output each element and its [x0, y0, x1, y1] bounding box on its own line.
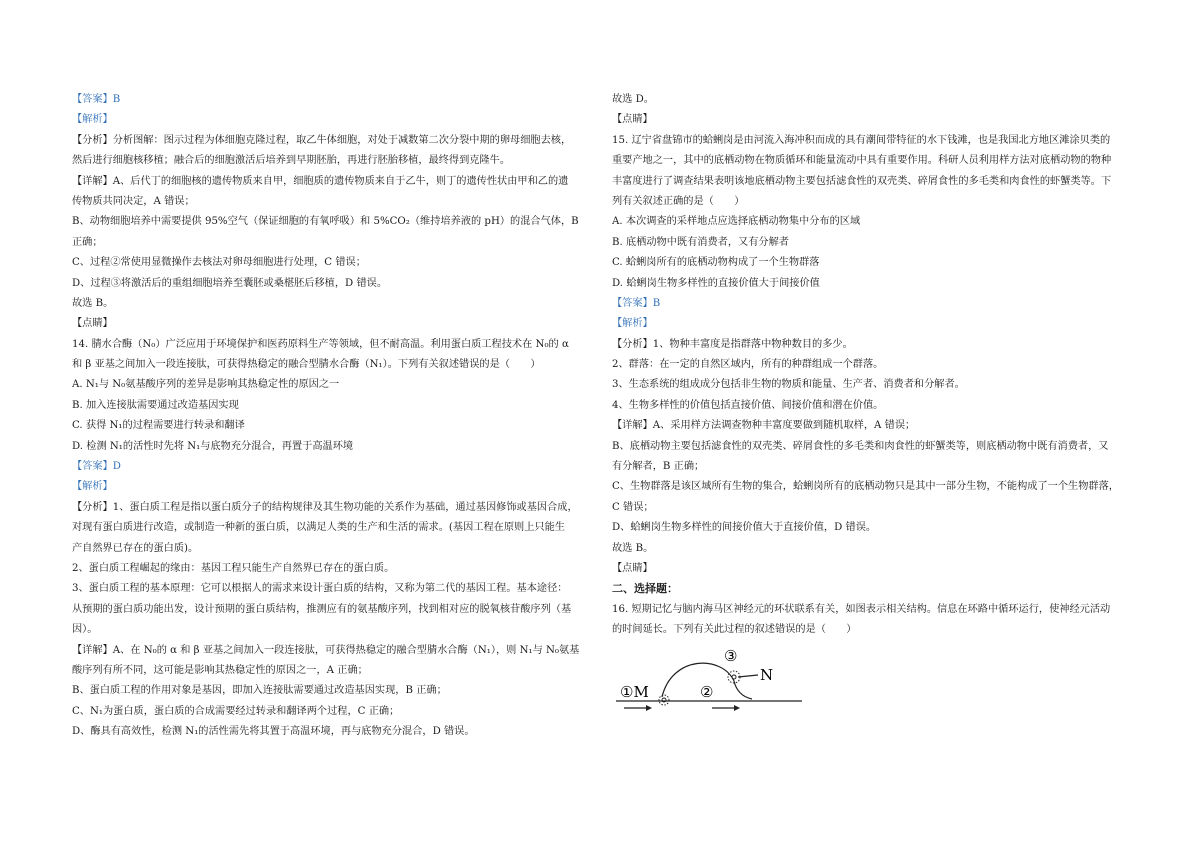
arc-branch — [734, 681, 752, 699]
arc-neuron — [662, 663, 734, 697]
text-line: 【点睛】 — [612, 562, 653, 574]
text-line: 重要产地之一，其中的底栖动物在物质循环和能量流动中具有重要作用。科研人员利用样方法对底栖动物的物种 — [612, 155, 1112, 167]
text-line: 【详解】A、后代丁的细胞核的遗传物质来自甲，细胞质的遗传物质来自于乙牛，则丁的遗传性状由甲和乙的遗 — [72, 175, 569, 187]
text-line: B. 加入连接肽需要通过改造基因实现 — [72, 399, 239, 411]
text-line: 故选 D。 — [612, 94, 654, 105]
text-line: B、动物细胞培养中需要提供 95%空气（保证细胞的有氧呼吸）和 5%CO₂（维持培养液的 pH）的混合气体，B — [72, 216, 579, 228]
text-line: 的时间延长。下列有关此过程的叙述错误的是（ ） — [612, 624, 857, 636]
label-1M: ①M — [620, 682, 649, 701]
answer-label: 【答案】B — [612, 297, 661, 309]
arrow-left-head — [646, 705, 652, 711]
text-line: 对现有蛋白质进行改造，或制造一种新的蛋白质，以满足人类的生产和生活的需求。(基因工程在原则上只能生 — [72, 522, 565, 534]
answer-label: 【解析】 — [72, 481, 113, 493]
text-line: 列有关叙述正确的是（ ） — [612, 195, 745, 207]
text-line: D、蛤蜊岗生物多样性的间接价值大于直接价值，D 错误。 — [612, 522, 877, 534]
text-line: B、底栖动物主要包括滤食性的双壳类、碎屑食性的多毛类和肉食性的虾蟹类等，则底栖动物中既有消费者，又 — [612, 440, 1109, 452]
answer-label: 【答案】B — [72, 94, 121, 105]
text-line: 因）。 — [72, 624, 98, 636]
arrow-right-head — [734, 705, 740, 711]
neural-circuit-diagram — [612, 645, 812, 725]
label-3: ③ — [724, 646, 738, 665]
text-line: B. 底栖动物中既有消费者，又有分解者 — [612, 236, 789, 248]
text-line: C、生物群落是该区域所有生物的集合，蛤蜊岗所有的底栖动物只是其中一部分生物，不能构成了一个生物群落， — [612, 481, 1119, 493]
text-line: 4、生物多样性的价值包括直接价值、间接价值和潜在价值。 — [612, 399, 884, 411]
text-line: 【详解】A、在 N₀的 α 和 β 亚基之间加入一段连接肽，可获得热稳定的融合型腈水合酶（N₁），则 N₁与 N₀氨基 — [72, 644, 580, 656]
text-line: 【分析】1、物种丰富度是指群落中物种数目的多少。 — [612, 338, 853, 350]
text-line: 15. 辽宁省盘锦市的蛤蜊岗是由河流入海冲积而成的具有潮间带特征的水下钱滩，也是我国北方地区滩涂贝类的 — [612, 134, 1111, 146]
text-line: C 错误； — [612, 501, 654, 513]
text-line: 14. 腈水合酶（N₀）广泛应用于环境保护和医药原料生产等领域，但不耐高温。利用蛋白质工程技术在 N₀的 α — [72, 338, 569, 350]
text-line: D、酶具有高效性，检测 N₁的活性需先将其置于高温环境，再与底物充分混合，D 错误。 — [72, 726, 475, 738]
text-line: 传物质共同决定，A 错误； — [72, 195, 195, 207]
text-line: 2、蛋白质工程崛起的缘由：基因工程只能生产自然界已存在的蛋白质。 — [72, 562, 395, 574]
text-line: 有分解者，B 正确； — [612, 461, 705, 473]
text-line: 产自然界已存在的蛋白质)。 — [72, 542, 199, 554]
text-line: 从预期的蛋白质功能出发，设计预期的蛋白质结构，推测应有的氨基酸序列，找到相对应的脱氧核苷酸序列（基 — [72, 603, 572, 615]
text-line: 和 β 亚基之间加入一段连接肽，可获得热稳定的融合型腈水合酶（N₁）。下列有关叙述错误的是（ ） — [72, 359, 541, 371]
text-line: 【详解】A、采用样方法调查物种丰富度要做到随机取样，A 错误； — [612, 420, 916, 432]
text-line: 3、蛋白质工程的基本原理：它可以根据人的需求来设计蛋白质的结构，又称为第二代的基因工程。基本途径： — [72, 583, 568, 595]
left-column — [72, 90, 592, 743]
text-line: 【点睛】 — [612, 114, 653, 126]
right-column — [612, 90, 1134, 725]
section-heading: 二、选择题： — [612, 582, 678, 596]
text-line: 故选 B。 — [72, 297, 114, 309]
text-line: 然后进行细胞核移植；融合后的细胞激活后培养到早期胚胎，再进行胚胎移植，最终得到克隆牛。 — [72, 155, 511, 167]
text-line: C、N₁为蛋白质，蛋白质的合成需要经过转录和翻译两个过程，C 正确； — [72, 705, 400, 717]
neural-circuit-figure — [612, 645, 1134, 725]
text-line: D. 蛤蜊岗生物多样性的直接价值大于间接价值 — [612, 277, 820, 289]
label-N: N — [760, 665, 774, 684]
synapse-left — [659, 695, 669, 705]
n-line — [738, 675, 758, 677]
text-line: 正确； — [72, 236, 103, 248]
text-line: D、过程③将激活后的重组细胞培养至囊胚或桑椹胚后移植，D 错误。 — [72, 277, 388, 289]
text-line: B、蛋白质工程的作用对象是基因，即加入连接肽需要通过改造基因实现，B 正确； — [72, 685, 447, 697]
text-line: 3、生态系统的组成成分包括非生物的物质和能量、生产者、消费者和分解者。 — [612, 379, 965, 391]
text-line: 酸序列有所不同，这可能是影响其热稳定性的原因之一，A 正确； — [72, 664, 368, 676]
answer-label: 【答案】D — [72, 461, 121, 473]
text-line: D. 检测 N₁的活性时先将 N₁与底物充分混合，再置于高温环境 — [72, 440, 354, 452]
text-line: 16. 短期记忆与脑内海马区神经元的环状联系有关，如图表示相关结构。信息在环路中循环运行，使神经元活动 — [612, 603, 1111, 615]
text-line: A. N₁与 N₀氨基酸序列的差异是影响其热稳定性的原因之一 — [72, 379, 340, 391]
text-line: 【点睛】 — [72, 318, 113, 330]
label-2: ② — [700, 682, 714, 701]
text-line: 故选 B。 — [612, 542, 654, 554]
text-line: C、过程②常使用显微操作去核法对卵母细胞进行处理，C 错误； — [72, 257, 366, 269]
text-line: 丰富度进行了调查结果表明该地底栖动物主要包括滤食性的双壳类、碎屑食性的多毛类和肉食性的虾蟹类等。下 — [612, 175, 1112, 187]
text-line: C. 获得 N₁的过程需要进行转录和翻译 — [72, 420, 245, 432]
synapse-right-core — [732, 675, 736, 679]
answer-label: 【解析】 — [612, 318, 653, 330]
text-line: A. 本次调查的采样地点应选择底栖动物集中分布的区域 — [612, 216, 861, 228]
text-line: 【分析】分析图解：图示过程为体细胞克隆过程，取乙牛体细胞，对处于减数第二次分裂中期的卵母细胞去核， — [72, 134, 572, 146]
text-line: 2、群落：在一定的自然区域内，所有的种群组成一个群落。 — [612, 359, 884, 371]
text-line: C. 蛤蜊岗所有的底栖动物构成了一个生物群落 — [612, 257, 820, 269]
text-line: 【分析】1、蛋白质工程是指以蛋白质分子的结构规律及其生物功能的关系作为基础，通过基因修饰或基因合成， — [72, 501, 578, 513]
answer-label: 【解析】 — [72, 114, 113, 126]
